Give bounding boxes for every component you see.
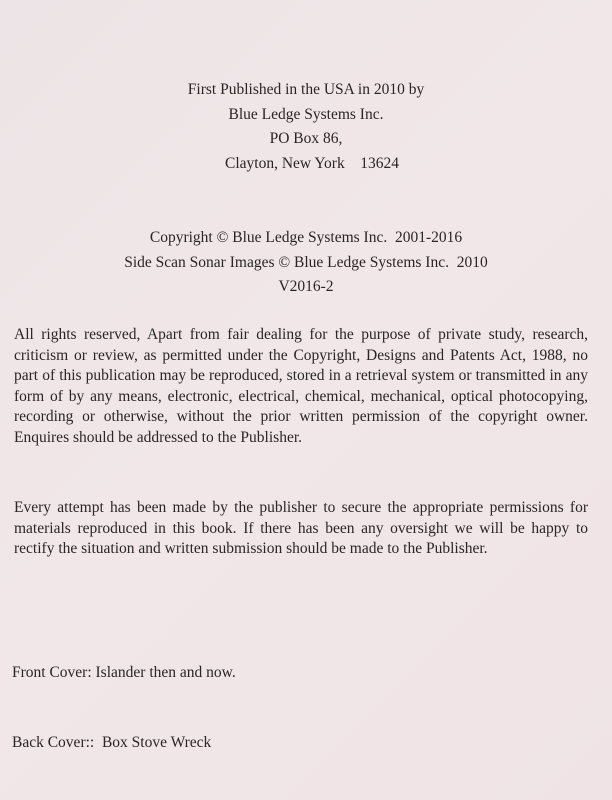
sonar-images-copyright-line: Side Scan Sonar Images © Blue Ledge Systems Inc. 2010	[124, 253, 488, 271]
copyright-line: Copyright © Blue Ledge Systems Inc. 2001-2016	[149, 229, 463, 246]
publisher-name: Blue Ledge Systems Inc.	[228, 105, 384, 123]
copyright-block	[0, 226, 612, 300]
publisher-city: Clayton, New York 13624	[225, 154, 399, 172]
publisher-line: First Published in the USA in 2010 by	[187, 81, 425, 98]
back-cover-note: Back Cover:: Box Stove Wreck	[12, 734, 212, 751]
rights-paragraph: All rights reserved, Apart from fair dealing for the purpose of private study, research, criticism or review, as permitted under the Copyright, Designs and Patents Act, 1988, no part of this publication may be reproduced, stored in a retrieval system or transmitted in any form of by any means, electronic, electrical, chemical, mechanical, optical photocopying, recording or otherwise, without the prior written permission of the copyright owner. Enquires should be addressed to the Publisher.	[14, 326, 588, 446]
version-label: V2016-2	[278, 278, 334, 295]
publisher-po-box: PO Box 86,	[269, 130, 343, 147]
front-cover-note: Front Cover: Islander then and now.	[12, 664, 236, 681]
permissions-paragraph: Every attempt has been made by the publisher to secure the appropriate permissions for materials reproduced in this book. If there has been any oversight we will be happy to rectify the situation and written submission should be made to the Publisher.	[14, 499, 588, 557]
publisher-block	[0, 78, 612, 176]
